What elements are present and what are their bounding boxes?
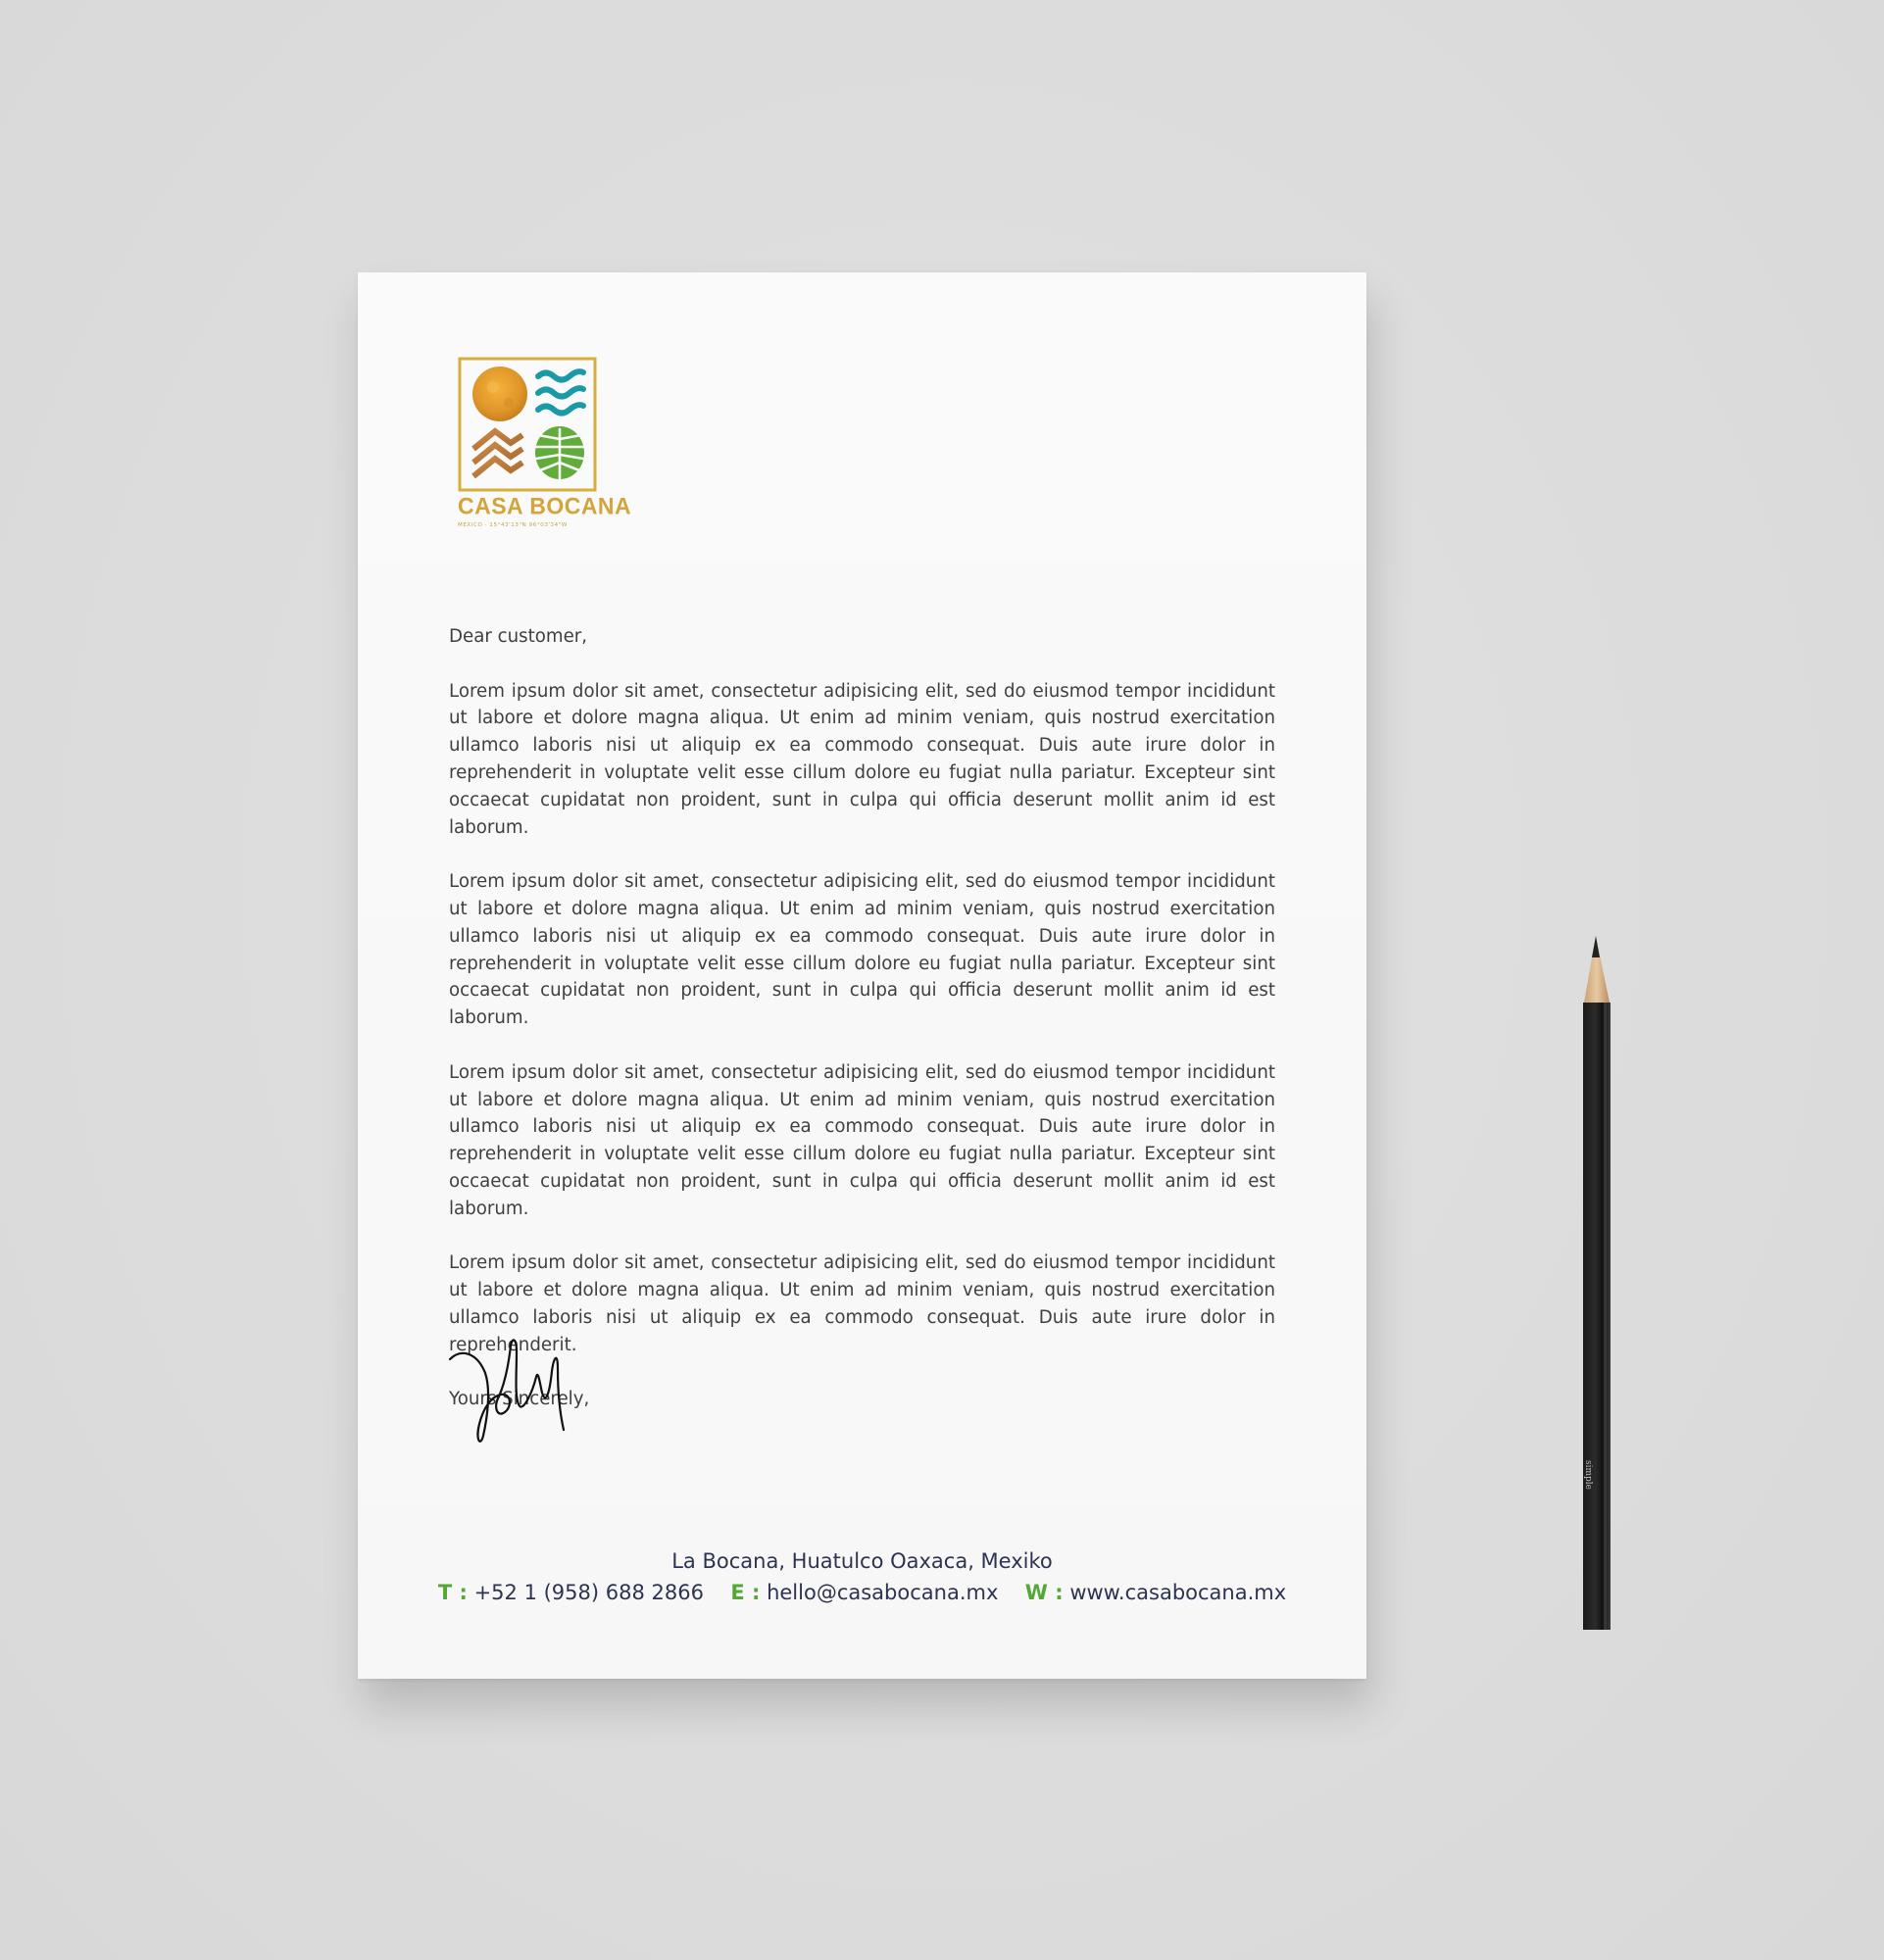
email-label: E : [730, 1581, 761, 1604]
closing: Yours Sincerely, [449, 1389, 590, 1410]
paragraph: Lorem ipsum dolor sit amet, consectetur adipisicing elit, sed do eiusmod tempor incididunt ut labore et dolore magna aliqua. Ut enim ad minim veniam, quis nostrud exercitation ullamco laboris nisi ut aliquip ex ea commodo consequat. Duis aute irure dolor in reprehenderit in voluptate velit esse cillum dolore eu fugiat nulla pariatur. Excepteur sint occaecat cupidatat non proident, sunt in culpa qui officia deserunt mollit anim id est laborum. [449, 871, 1275, 1029]
greeting: Dear customer, [449, 626, 588, 647]
logo-emblem [458, 357, 599, 492]
footer-contact-line [358, 1576, 1366, 1609]
letterhead-page [358, 272, 1366, 1679]
brand-tagline: MEXICO · 15°43'13"N 96°03'34"W [458, 522, 568, 528]
website: www.casabocana.mx [1069, 1581, 1287, 1604]
waves-icon [538, 371, 583, 413]
paragraph: Lorem ipsum dolor sit amet, consectetur adipisicing elit, sed do eiusmod tempor incididunt ut labore et dolore magna aliqua. Ut enim ad minim veniam, quis nostrud exercitation ullamco laboris nisi ut aliquip ex ea commodo consequat. Duis aute irure dolor in reprehenderit. [449, 1252, 1275, 1355]
brand-logo [458, 357, 632, 528]
pencil [1580, 936, 1615, 1685]
sun-icon [472, 367, 527, 421]
letterhead-footer [358, 1546, 1366, 1609]
pencil-brand-label: simple [1583, 1460, 1593, 1490]
footer-address: La Bocana, Huatulco Oaxaca, Mexiko [671, 1549, 1053, 1573]
brand-name: CASA BOCANA [458, 492, 632, 519]
web-label: W : [1024, 1581, 1064, 1604]
paragraph: Lorem ipsum dolor sit amet, consectetur adipisicing elit, sed do eiusmod tempor incididunt ut labore et dolore magna aliqua. Ut enim ad minim veniam, quis nostrud exercitation ullamco laboris nisi ut aliquip ex ea commodo consequat. Duis aute irure dolor in reprehenderit in voluptate velit esse cillum dolore eu fugiat nulla pariatur. Excepteur sint occaecat cupidatat non proident, sunt in culpa qui officia deserunt mollit anim id est laborum. [449, 680, 1275, 838]
pencil-lead [1592, 936, 1600, 957]
handwritten-signature [448, 1334, 575, 1455]
letter-body [449, 623, 1275, 1413]
phone-number: +52 1 (958) 688 2866 [473, 1581, 704, 1604]
phone-label: T : [437, 1581, 468, 1604]
mountains-icon [473, 431, 522, 476]
email-address: hello@casabocana.mx [767, 1581, 999, 1604]
monstera-leaf-icon [535, 426, 584, 479]
paragraph: Lorem ipsum dolor sit amet, consectetur adipisicing elit, sed do eiusmod tempor incididunt ut labore et dolore magna aliqua. Ut enim ad minim veniam, quis nostrud exercitation ullamco laboris nisi ut aliquip ex ea commodo consequat. Duis aute irure dolor in reprehenderit in voluptate velit esse cillum dolore eu fugiat nulla pariatur. Excepteur sint occaecat cupidatat non proident, sunt in culpa qui officia deserunt mollit anim id est laborum. [449, 1061, 1275, 1219]
